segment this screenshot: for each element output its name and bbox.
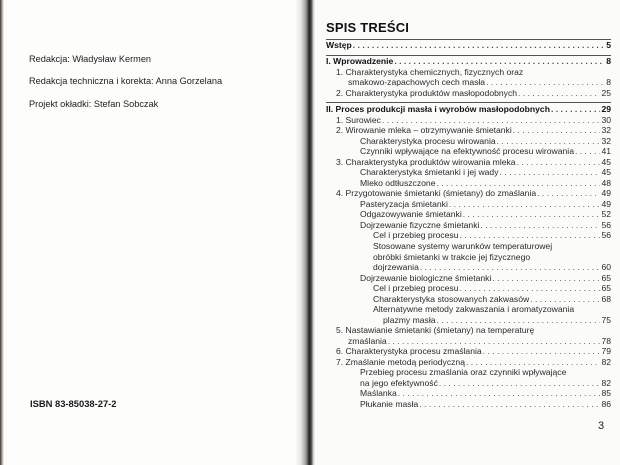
page-number: 3 — [598, 420, 605, 432]
divider — [326, 102, 611, 103]
leader-dots — [500, 167, 601, 178]
toc-entry-title: obróbki śmietanki w trakcie jej fizycznego — [373, 251, 531, 262]
book-gutter — [295, 0, 315, 465]
toc-entry-title: 2. Charakterystyka produktów masłopodobnych — [336, 88, 518, 98]
toc-entry-page: 32 — [601, 125, 611, 135]
toc-entry-title: Odgazowywanie śmietanki — [360, 209, 462, 219]
toc-entry-page: 8 — [606, 56, 611, 66]
toc-entry — [336, 88, 611, 99]
leader-dots — [466, 357, 600, 368]
leader-dots — [437, 315, 601, 326]
leader-dots — [537, 188, 600, 199]
toc-entry-page: 45 — [601, 156, 611, 167]
leader-dots — [486, 77, 605, 88]
toc-entry-page: 52 — [601, 209, 611, 219]
toc-entry — [360, 399, 611, 410]
toc-entry — [360, 209, 611, 220]
toc-entry — [336, 157, 611, 168]
toc-entry-title: Dojrzewanie fizyczne śmietanki — [360, 219, 480, 230]
toc-entry-page: 79 — [601, 346, 611, 356]
toc-entry-title: Dojrzewanie biologiczne śmietanki — [360, 272, 492, 283]
toc-entry — [360, 220, 611, 231]
toc-entry-title: 4. Przygotowanie śmietanki (śmietany) do zmaślania — [336, 188, 537, 198]
toc-entry-page: 49 — [601, 198, 611, 209]
leader-dots — [497, 136, 601, 147]
toc-entry — [336, 125, 611, 136]
toc-entry — [360, 136, 611, 147]
toc-entry-page: 75 — [601, 314, 611, 325]
leader-dots — [353, 40, 605, 51]
toc-entry-title: Charakterystyka śmietanki i jej wady — [360, 167, 499, 177]
toc-entry — [373, 262, 611, 273]
leader-dots — [480, 220, 600, 231]
toc-entry-page: 86 — [601, 398, 611, 409]
leader-dots — [483, 346, 601, 357]
toc-entry — [383, 315, 611, 326]
left-page-edge — [0, 0, 4, 465]
leader-dots — [492, 273, 600, 284]
toc-entry-title: Cel i przebieg procesu — [373, 283, 459, 293]
toc-entry-title: Charakterystyka stosowanych zakwasów — [373, 293, 530, 304]
toc-entry — [336, 115, 611, 126]
toc-entry-page: 45 — [601, 167, 611, 177]
toc-entry-page: 30 — [601, 114, 611, 125]
toc-entry — [360, 378, 611, 389]
toc-entry-page: 56 — [601, 230, 611, 240]
toc-entry-page: 8 — [606, 77, 611, 87]
leader-dots — [460, 283, 601, 294]
leader-dots — [388, 336, 601, 347]
toc-entry-page: 49 — [601, 188, 611, 198]
toc-entry-title: Stosowane systemy warunków temperaturowej — [373, 241, 553, 251]
toc-entry-page: 32 — [601, 135, 611, 146]
leader-dots — [449, 199, 601, 210]
toc-entry-title: 7. Zmaślanie metodą periodyczną — [336, 356, 465, 367]
toc-entry-title: Przebieg procesu zmaślania oraz czynniki wpływające — [360, 367, 567, 377]
toc-entry — [360, 273, 611, 284]
toc-entry-page: 82 — [601, 377, 611, 388]
toc-entry-title: Cel i przebieg procesu — [373, 230, 459, 240]
toc-entry — [326, 104, 611, 115]
toc-entry-title: 3. Charakterystyka produktów wirowania mleka — [336, 156, 516, 167]
toc-entry — [326, 56, 611, 67]
toc-entry-title: II. Proces produkcji masła i wyrobów masłopodobnych — [326, 104, 550, 114]
toc-entry — [360, 167, 611, 178]
toc-entry — [336, 357, 611, 368]
toc-entry-page: 65 — [601, 283, 611, 293]
toc-entry-title: Maślanka — [360, 388, 397, 398]
toc-entry-title: 1. Charakterystyka chemicznych, fizycznych oraz — [336, 67, 524, 77]
leader-dots — [530, 294, 600, 305]
leader-dots — [436, 178, 600, 189]
toc-entry-title: Charakterystyka procesu wirowania — [360, 135, 496, 146]
imprint-cover-design: Projekt okładki: Stefan Sobczak — [29, 99, 159, 109]
toc-entry-title: 6. Charakterystyka procesu zmaślania — [336, 346, 482, 356]
toc-entry-page: 78 — [601, 335, 611, 346]
leader-dots — [463, 209, 601, 220]
toc-entry — [336, 188, 611, 199]
isbn: ISBN 83-85038-27-2 — [30, 398, 117, 409]
toc-entry-page: 29 — [601, 104, 611, 114]
imprint-editor: Redakcja: Władysław Kermen — [29, 54, 152, 64]
toc-entry — [348, 77, 611, 88]
leader-dots — [382, 115, 601, 126]
toc-entry-page: 25 — [601, 88, 611, 98]
leader-dots — [398, 388, 601, 399]
toc-entry-page: 65 — [601, 272, 611, 283]
toc-entry-title: Wstęp — [326, 40, 352, 50]
toc-entry — [336, 346, 611, 357]
toc-entry-page: 41 — [601, 146, 611, 156]
leader-dots — [518, 88, 600, 99]
toc-entry-title: Alternatywne metody zakwaszania i aromatyzowania — [373, 304, 575, 314]
toc-entry — [360, 146, 611, 157]
leader-dots — [460, 230, 601, 241]
leader-dots — [575, 146, 600, 157]
toc-entry-page: 48 — [601, 177, 611, 188]
toc-entry-title: Mleko odtłuszczone — [360, 177, 436, 188]
toc-entry-title: Czynniki wpływające na efektywność procesu wirowania — [360, 146, 574, 156]
toc-entry-title: plazmy masła — [383, 314, 436, 325]
leader-dots — [394, 56, 605, 67]
toc-entry-title: na jego efektywność — [360, 377, 438, 388]
toc-entry-title: dojrzewania — [373, 262, 419, 272]
leader-dots — [420, 262, 601, 273]
toc-entry-title: Płukanie masła — [360, 398, 419, 409]
toc-entry-title: 2. Wirowanie mleka – otrzymywanie śmietanki — [336, 125, 512, 135]
toc-entry-page: 60 — [601, 262, 611, 272]
toc-entry — [360, 388, 611, 399]
imprint-technical-editor: Redakcja techniczna i korekta: Anna Gorzelana — [29, 76, 223, 86]
toc-entry-title: smakowo-zapachowych cech masła — [348, 77, 486, 87]
toc-entry-title: zmaślania — [348, 335, 387, 346]
toc-entry-page: 85 — [601, 388, 611, 398]
toc-entry — [360, 178, 611, 189]
toc-entry-page: 68 — [601, 293, 611, 304]
leader-dots — [419, 399, 600, 410]
toc-entry — [360, 199, 611, 210]
toc-entry — [348, 336, 611, 347]
toc-entry — [326, 40, 611, 51]
toc-entry — [373, 283, 611, 294]
toc-entry-title: Pasteryzacja śmietanki — [360, 198, 448, 209]
toc-entry — [373, 294, 611, 305]
toc-entry-page: 56 — [601, 219, 611, 230]
toc-entry-title: I. Wprowadzenie — [326, 56, 394, 66]
leader-dots — [551, 104, 600, 115]
toc-entry-title: 5. Nastawianie śmietanki (śmietany) na temperaturę — [336, 325, 535, 335]
leader-dots — [439, 378, 601, 389]
leader-dots — [513, 125, 601, 136]
toc-entry — [373, 230, 611, 241]
toc-entry-page: 5 — [606, 40, 611, 50]
left-page — [0, 0, 305, 465]
leader-dots — [517, 157, 601, 168]
toc-entry-page: 82 — [601, 356, 611, 367]
toc-title: SPIS TREŚCI — [326, 20, 410, 35]
toc-entry-title: 1. Surowiec — [336, 114, 381, 125]
